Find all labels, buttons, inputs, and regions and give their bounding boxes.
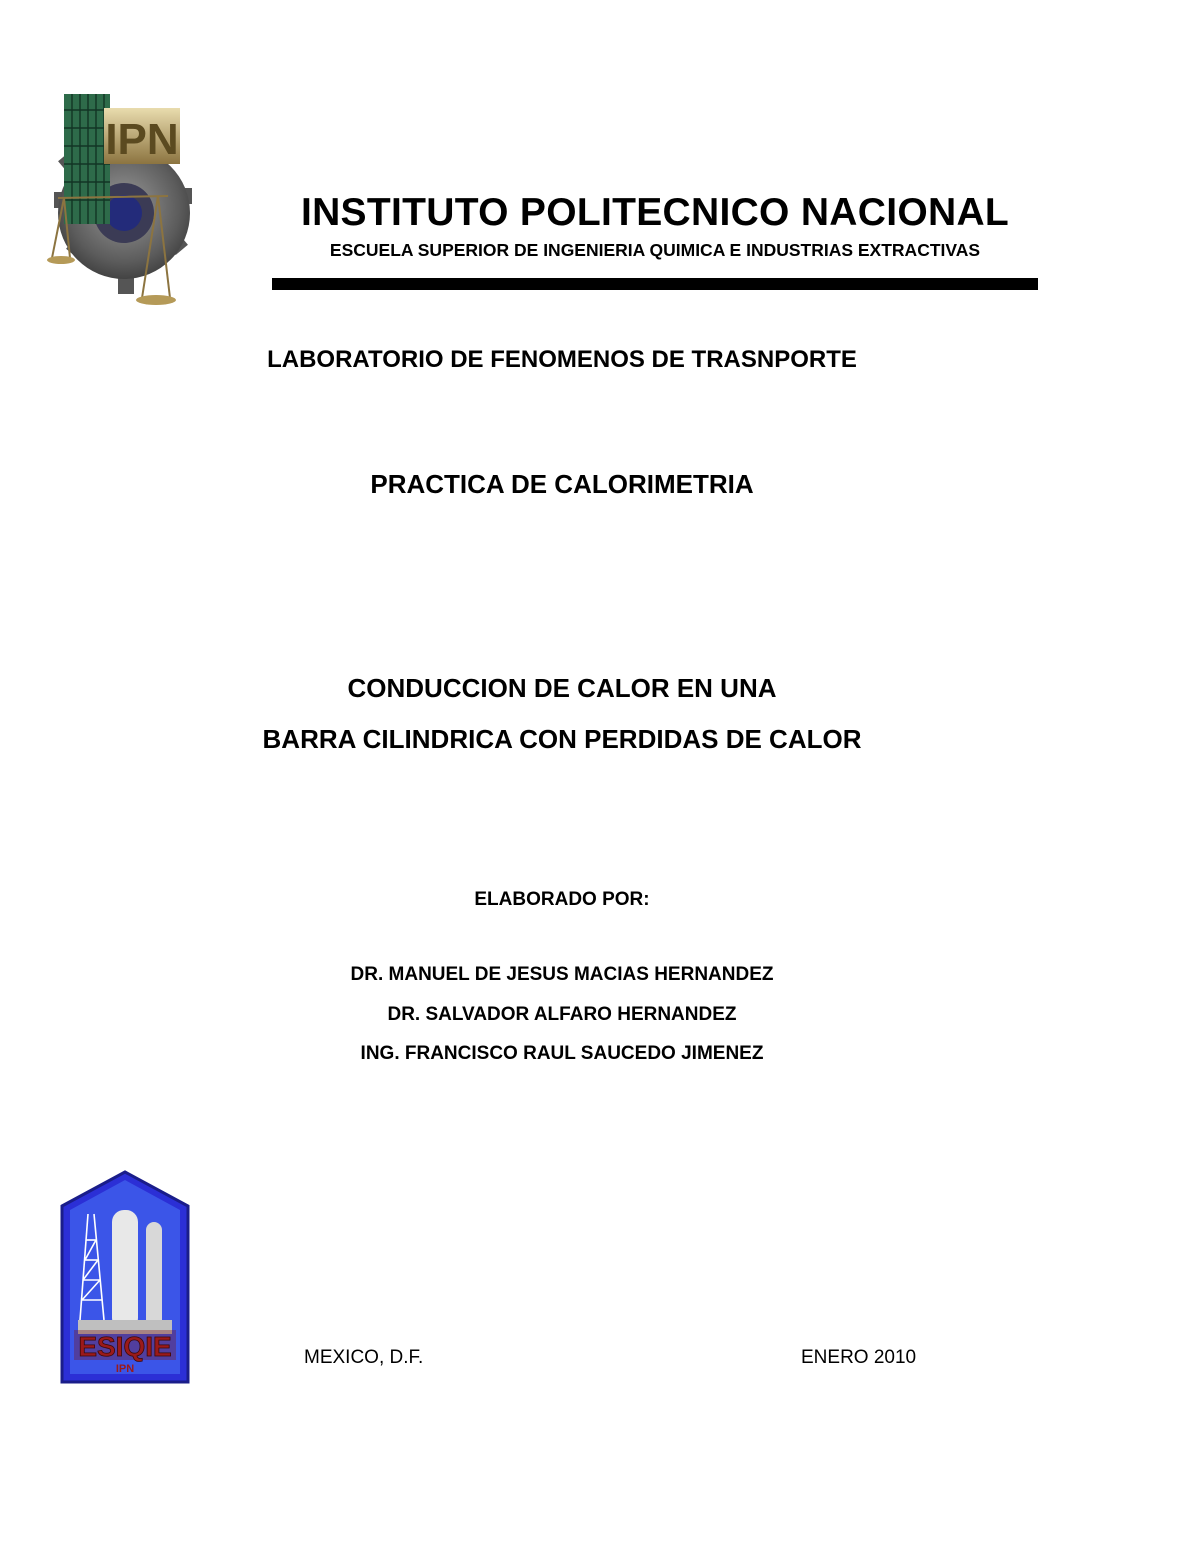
author-name: DR. MANUEL DE JESUS MACIAS HERNANDEZ [350,964,774,985]
practice-title: PRACTICA DE CALORIMETRIA [370,469,754,499]
place-text: MEXICO, D.F. [304,1347,424,1368]
ipn-gear-logo-icon [40,88,205,316]
authors-heading: ELABORADO POR: [474,889,650,910]
topic-line-1: CONDUCCION DE CALOR EN UNA [347,673,777,703]
esiqie-shield-logo-icon [58,1170,192,1384]
date-text: ENERO 2010 [801,1347,917,1368]
author-name: DR. SALVADOR ALFARO HERNANDEZ [387,1004,737,1025]
svg-text:IPN: IPN [115,1363,135,1375]
institution-title: INSTITUTO POLITECNICO NACIONAL [300,191,1010,234]
svg-text:IPN: IPN [105,115,179,164]
laboratory-title: LABORATORIO DE FENOMENOS DE TRASNPORTE [267,346,857,373]
school-subtitle: ESCUELA SUPERIOR DE INGENIERIA QUIMICA E INDUSTRIAS EXTRACTIVAS [329,240,981,260]
header-divider [272,278,1038,290]
author-name: ING. FRANCISCO RAUL SAUCEDO JIMENEZ [360,1043,764,1064]
topic-line-2: BARRA CILINDRICA CON PERDIDAS DE CALOR [262,724,862,754]
svg-text:ESIQIE: ESIQIE [78,1331,172,1362]
